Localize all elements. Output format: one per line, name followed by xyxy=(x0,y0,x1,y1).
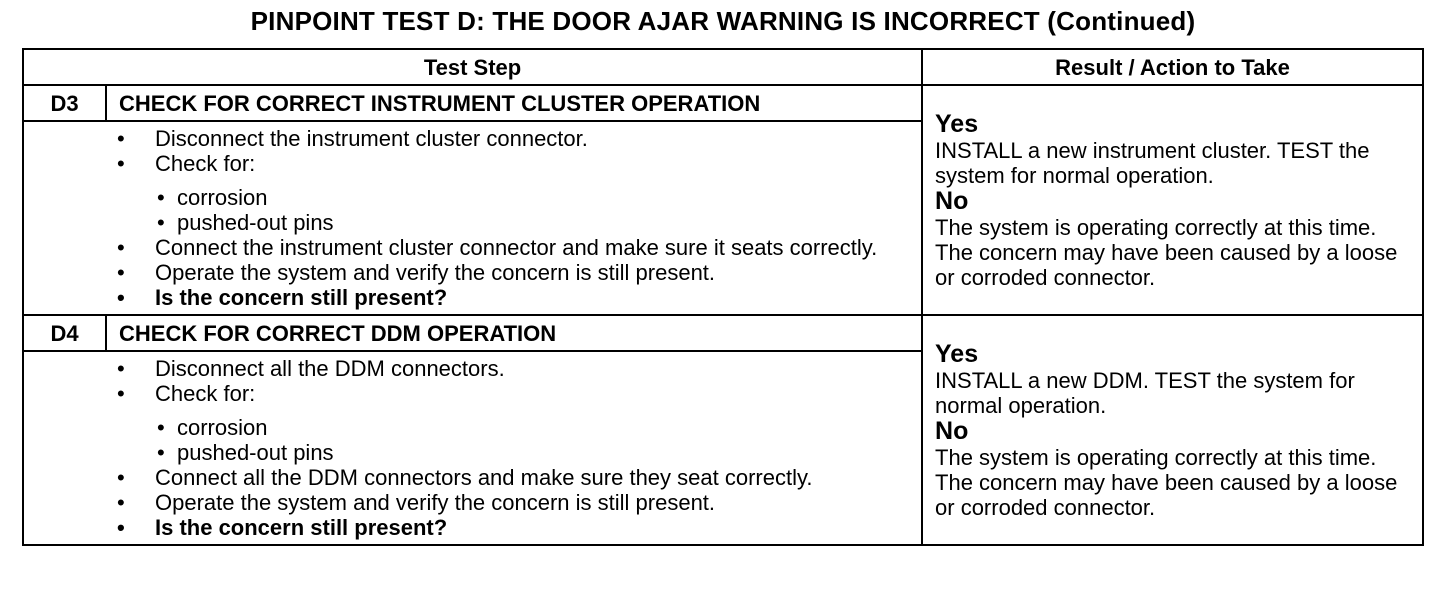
list-item xyxy=(117,381,921,465)
sub-list xyxy=(155,185,921,235)
pinpoint-test-table xyxy=(22,48,1424,546)
sub-list-item: • pushed-out pins xyxy=(155,440,921,465)
step-d4-title-row xyxy=(23,315,1423,351)
header-result: Result / Action to Take xyxy=(922,49,1423,85)
check-for-label: Check for: xyxy=(155,151,256,176)
step-name: CHECK FOR CORRECT INSTRUMENT CLUSTER OPERATION xyxy=(106,85,922,121)
list-item: • Disconnect all the DDM connectors. xyxy=(117,356,921,381)
sub-list xyxy=(155,415,921,465)
step-name: CHECK FOR CORRECT DDM OPERATION xyxy=(106,315,922,351)
check-for-label: Check for: xyxy=(155,381,256,406)
list-item: • Connect the instrument cluster connector and make sure it seats correctly. xyxy=(117,235,921,260)
sub-list-item: • corrosion xyxy=(155,415,921,440)
header-test-step: Test Step xyxy=(23,49,922,85)
no-action: The system is operating correctly at this time. The concern may have been caused by a loose or corroded connector. xyxy=(935,214,1398,290)
list-item xyxy=(117,151,921,235)
no-action: The system is operating correctly at this time. The concern may have been caused by a loose or corroded connector. xyxy=(935,444,1398,520)
instruction-list xyxy=(24,126,921,310)
list-item: • Connect all the DDM connectors and make sure they seat correctly. xyxy=(117,465,921,490)
list-item: • Operate the system and verify the concern is still present. xyxy=(117,490,921,515)
yes-label: Yes xyxy=(935,109,979,138)
step-d4-instructions xyxy=(23,351,922,545)
page-title: PINPOINT TEST D: THE DOOR AJAR WARNING IS INCORRECT (Continued) xyxy=(250,6,1196,36)
step-d3-instructions xyxy=(23,121,922,315)
step-d4-result xyxy=(922,315,1423,545)
list-item: • Operate the system and verify the concern is still present. xyxy=(117,260,921,285)
yes-action: INSTALL a new DDM. TEST the system for normal operation. xyxy=(935,367,1355,418)
question-item: • Is the concern still present? xyxy=(117,285,921,310)
step-id: D4 xyxy=(23,315,106,351)
question-item: • Is the concern still present? xyxy=(117,515,921,540)
yes-action: INSTALL a new instrument cluster. TEST the system for normal operation. xyxy=(935,137,1370,188)
sub-list-item: • pushed-out pins xyxy=(155,210,921,235)
instruction-list xyxy=(24,356,921,540)
table-header-row xyxy=(23,49,1423,85)
no-label: No xyxy=(935,186,969,215)
step-d3-result xyxy=(922,85,1423,315)
step-d3-title-row xyxy=(23,85,1423,121)
no-label: No xyxy=(935,416,969,445)
sub-list-item: • corrosion xyxy=(155,185,921,210)
step-id: D3 xyxy=(23,85,106,121)
yes-label: Yes xyxy=(935,339,979,368)
list-item: • Disconnect the instrument cluster connector. xyxy=(117,126,921,151)
